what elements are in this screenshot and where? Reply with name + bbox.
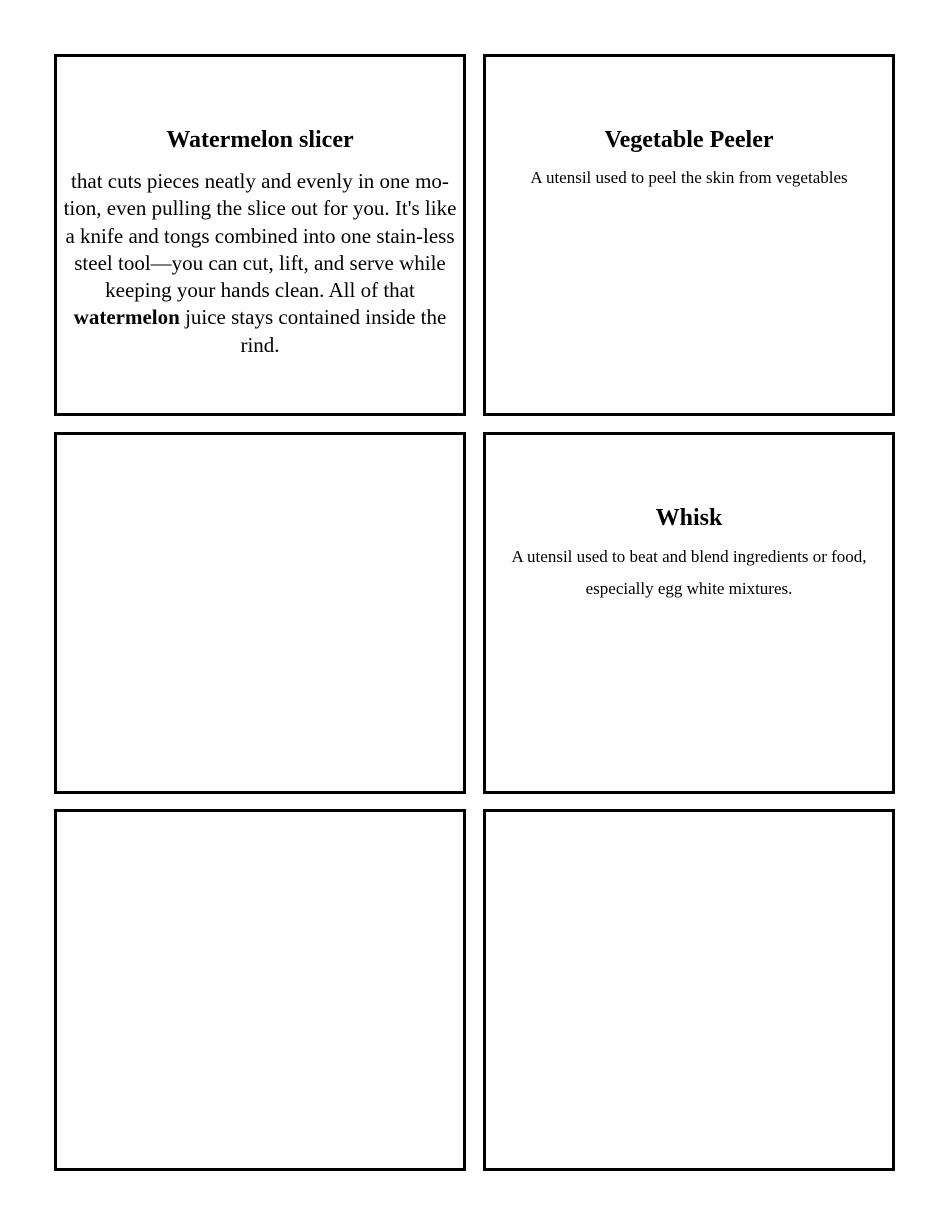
description-text: that cuts pieces neatly and evenly in one mo-tion, even pulling the slice out for you. It's like a knife and tongs combined into one stain-less steel tool—you can cut, lift, and serve while keeping your hands clean. All of that [63,169,457,303]
card-title: Whisk [655,505,723,531]
card-whisk [483,432,895,794]
card-empty-1 [54,432,466,794]
card-empty-2 [54,809,466,1171]
card-description [63,168,457,359]
card-title: Vegetable Peeler [604,127,774,153]
description-emphasis: watermelon [73,305,180,330]
card-title: Watermelon slicer [166,127,354,153]
card-description: A utensil used to peel the skin from vegetables [530,168,848,187]
card-description: A utensil used to beat and blend ingredients or food, especially egg white mixtures. [511,547,867,598]
card-empty-3 [483,809,895,1171]
card-watermelon-slicer [54,54,466,416]
card-vegetable-peeler [483,54,895,416]
description-text-end: juice stays contained inside the rind. [179,305,447,357]
